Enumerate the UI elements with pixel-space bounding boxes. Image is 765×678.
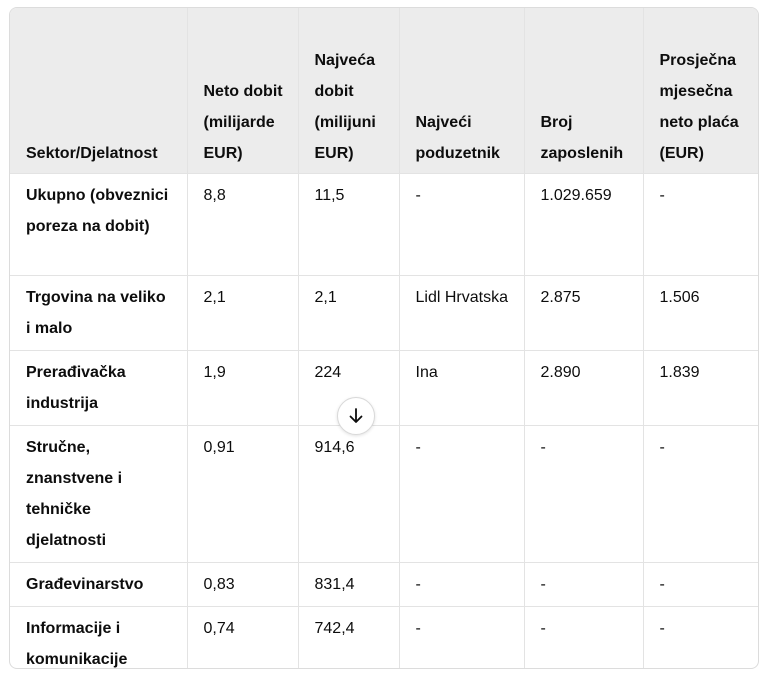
cell-avg-salary: - <box>659 619 665 637</box>
cell-largest-company: - <box>399 606 524 669</box>
table-row <box>10 562 758 606</box>
cell-net-profit: 0,83 <box>187 562 298 606</box>
cell-sector: Ukupno (obveznici poreza na dobit) <box>10 173 187 275</box>
cell-largest-company: Lidl Hrvatska <box>399 275 524 350</box>
table-row <box>10 425 758 562</box>
arrow-down-icon <box>347 407 365 425</box>
cell-largest-company: - <box>399 562 524 606</box>
cell-largest-profit: 742,4 <box>298 606 399 669</box>
cell-sector: Građevinarstvo <box>10 562 187 606</box>
cell-largest-profit: 914,6 <box>298 425 399 562</box>
scroll-to-bottom-button[interactable] <box>337 397 375 435</box>
cell-largest-profit: 831,4 <box>298 562 399 606</box>
cell-employees: - <box>524 606 643 669</box>
data-table <box>10 8 758 669</box>
cell-avg-salary: - <box>643 173 758 275</box>
table-row <box>10 173 758 275</box>
data-table-container <box>9 7 759 669</box>
header-cell-sector: Sektor/Djelatnost <box>10 8 187 173</box>
table-row <box>10 606 758 669</box>
cell-largest-company: Ina <box>399 350 524 425</box>
cell-avg-salary: 1.506 <box>643 275 758 350</box>
cell-net-profit: 1,9 <box>187 350 298 425</box>
cell-sector: Stručne, znanstvene i tehničke djelatnosti <box>10 425 187 562</box>
cell-sector: Trgovina na veliko i malo <box>10 275 187 350</box>
table-row <box>10 350 758 425</box>
cell-employees: 2.890 <box>524 350 643 425</box>
cell-net-profit: 2,1 <box>187 275 298 350</box>
cell-avg-salary: - <box>643 425 758 562</box>
cell-avg-salary: 1.839 <box>643 350 758 425</box>
table-row <box>10 275 758 350</box>
table-header-row <box>10 8 758 173</box>
cell-largest-profit: 11,5 <box>298 173 399 275</box>
cell-largest-profit: 224 <box>298 350 399 425</box>
cell-largest-company: - <box>399 425 524 562</box>
header-cell-employees: Broj zaposlenih <box>524 8 643 173</box>
cell-employees: 1.029.659 <box>524 173 643 275</box>
header-cell-avg-salary: Prosječna mjesečna neto plaća (EUR) <box>643 8 758 173</box>
cell-avg-salary: - <box>643 562 758 606</box>
header-cell-net-profit: Neto dobit (milijarde EUR) <box>187 8 298 173</box>
cell-net-profit: 8,8 <box>187 173 298 275</box>
cell-sector: Informacije i komunikacije <box>10 606 187 669</box>
cell-employees: - <box>524 425 643 562</box>
header-cell-largest-profit: Najveća dobit (milijuni EUR) <box>298 8 399 173</box>
cell-largest-profit: 2,1 <box>298 275 399 350</box>
cell-largest-company: - <box>399 173 524 275</box>
cell-sector: Prerađivačka industrija <box>10 350 187 425</box>
cell-employees: - <box>524 562 643 606</box>
cell-net-profit: 0,74 <box>187 606 298 669</box>
cell-employees: 2.875 <box>524 275 643 350</box>
header-cell-largest-company: Najveći poduzetnik <box>399 8 524 173</box>
cell-net-profit: 0,91 <box>187 425 298 562</box>
